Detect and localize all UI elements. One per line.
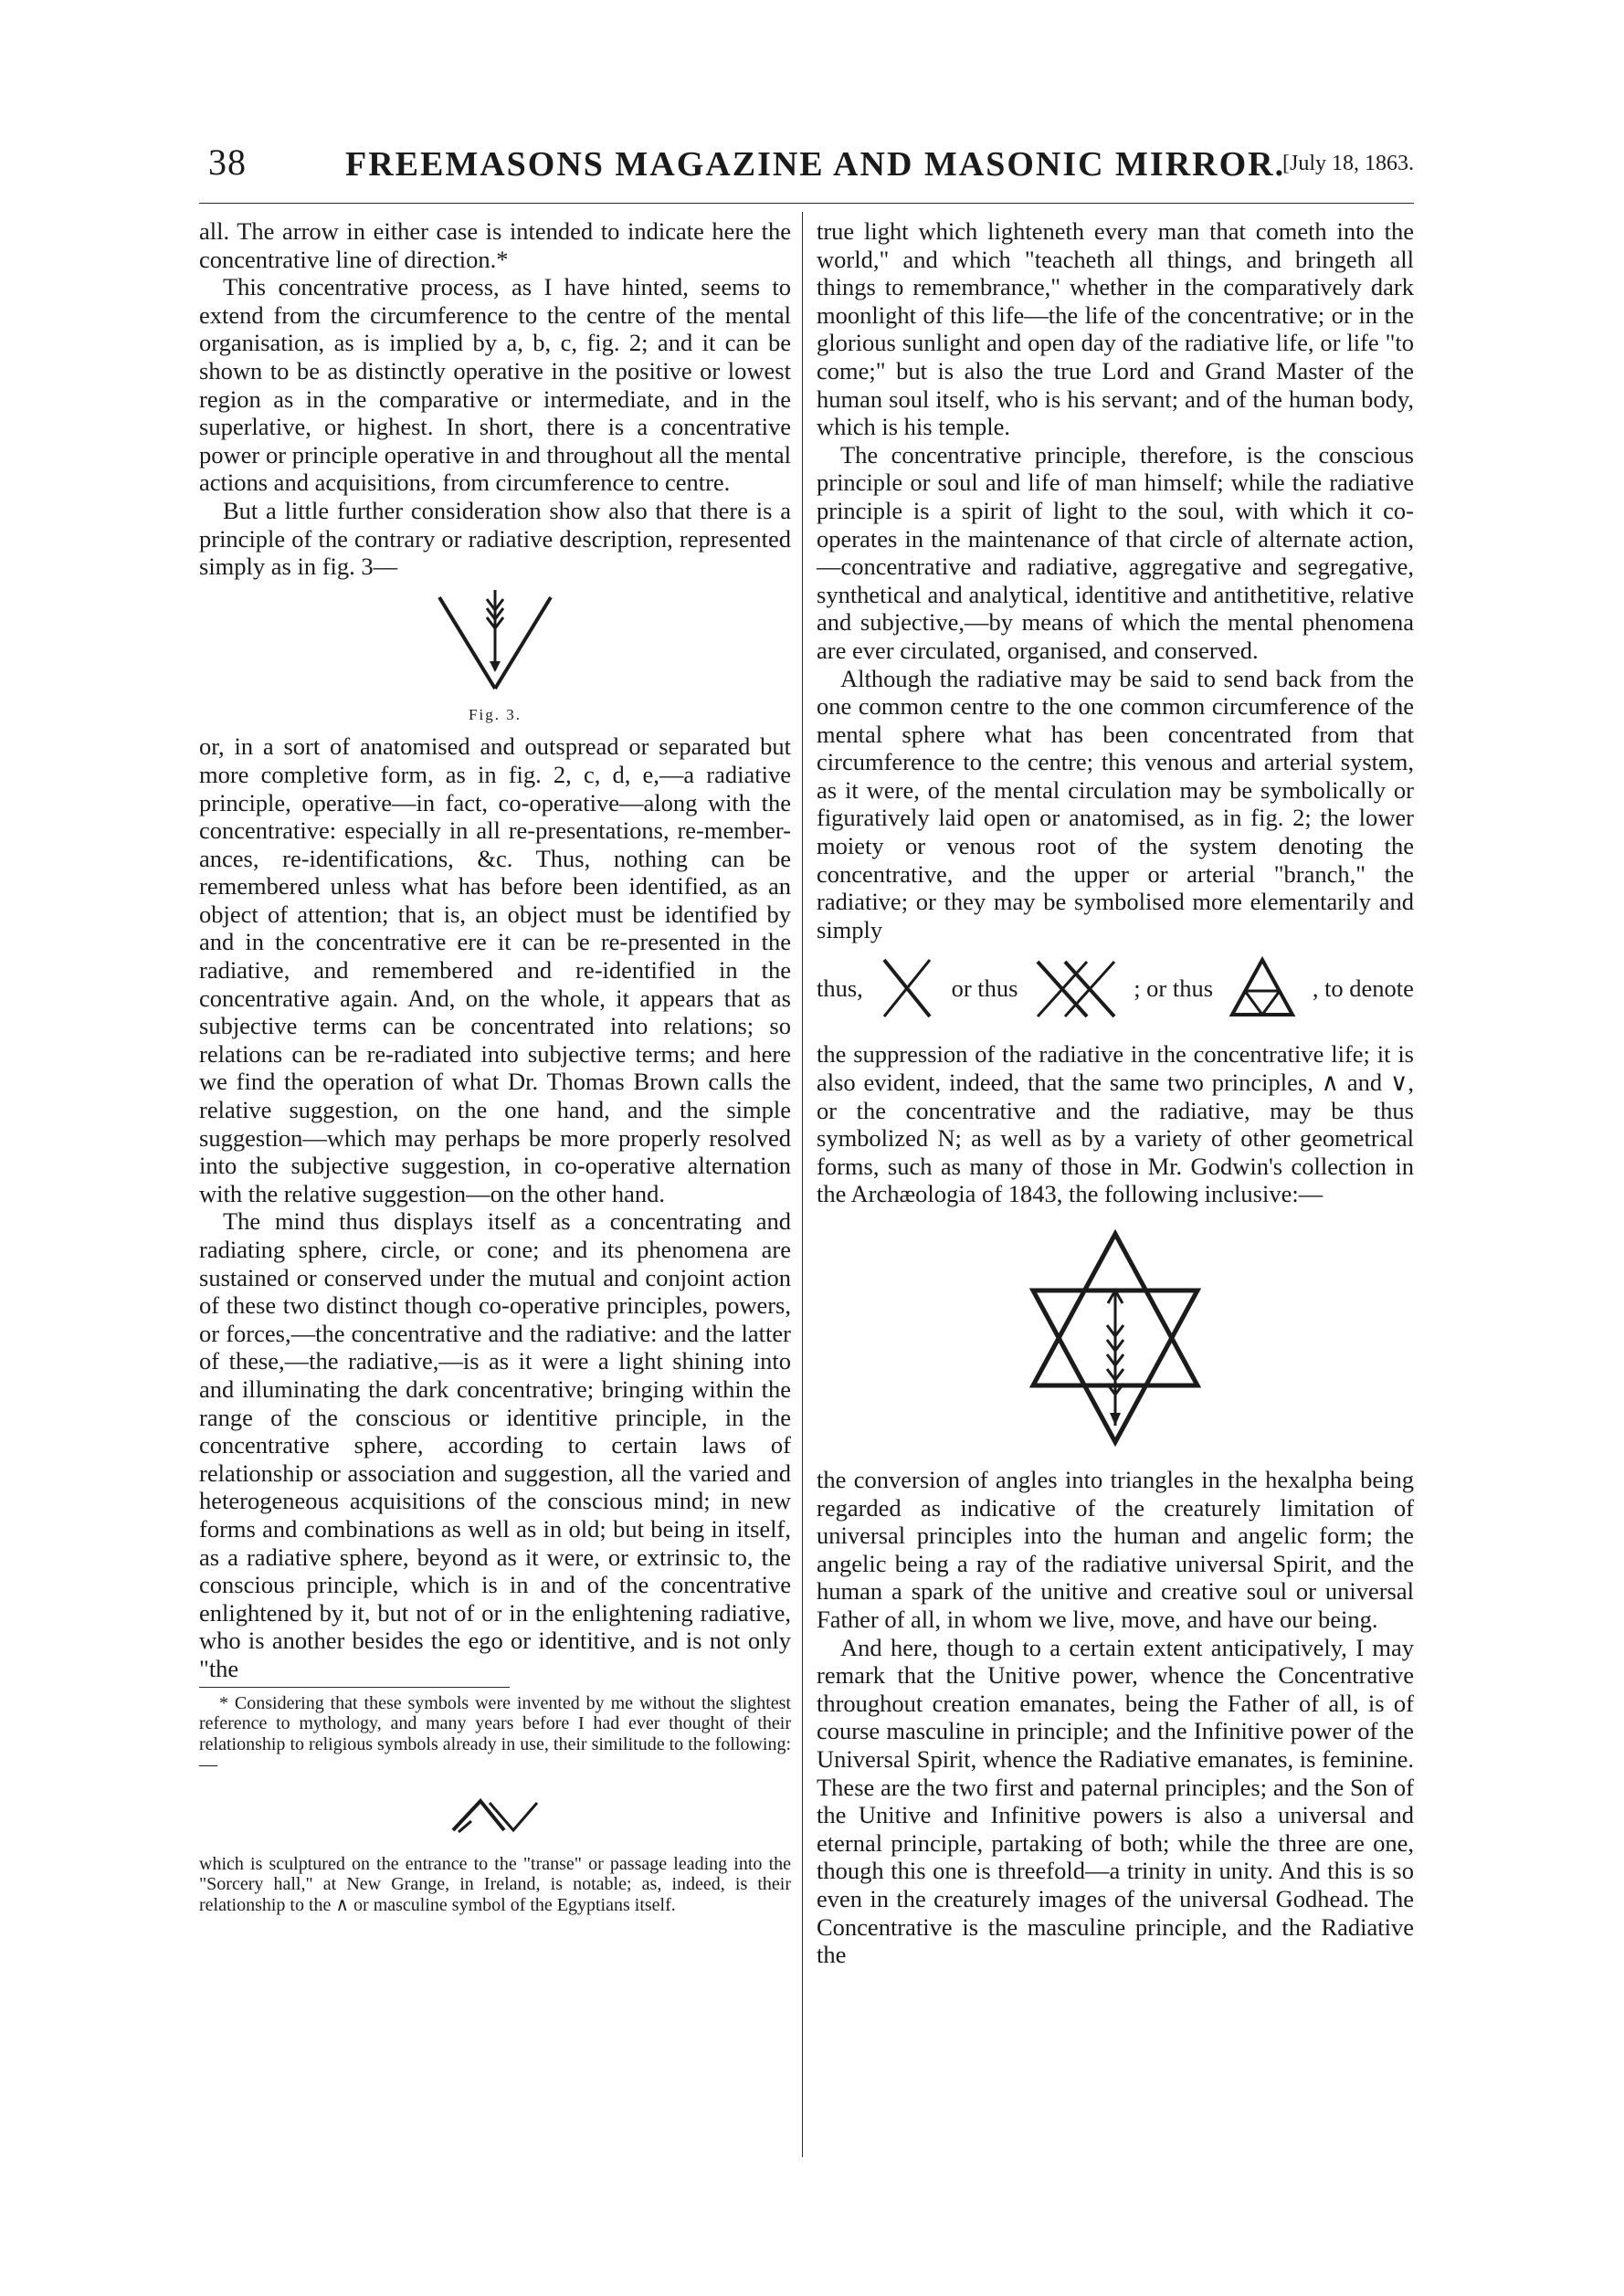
symbol-line-or-thus-1: or thus: [951, 974, 1018, 1003]
symbol-line-to-denote: , to denote: [1312, 974, 1414, 1003]
new-grange-symbol: [440, 1775, 550, 1854]
double-x-symbol: [1032, 954, 1120, 1022]
left-paragraph-2: This concentrative process, as I have hinted, seems to extend from the circumference to the centre of the mental organisation, as is implied by a, b, c, fig. 2; and it can be shown to be as distinctly operative in the positive or lowest region as in the comparative or intermediate, and in the superlative, or highest. In short, there is a concentrative power or principle operative in and throughout all the mental actions and acquisitions, from circumference to centre.: [199, 273, 791, 497]
fig3-radiative-symbol: [427, 581, 564, 700]
left-paragraph-3: But a little further consideration show also that there is a principle of the contrary or radiative description, represented simply as in fig. 3—: [199, 496, 791, 581]
right-paragraph-1: true light which lighteneth every man that cometh into the world," and which "teacheth all things, and bringeth all things to remembrance," whether in the comparatively dark moonlight of this life—the life of the concentrative; or in the glorious sunlight and open day of the radiative life, or life "to come;" but is also the true Lord and Grand Master of the human soul itself, who is his servant; and of the human body, which is his temple.: [817, 217, 1414, 441]
fig3-caption: Fig. 3.: [469, 705, 522, 723]
issue-date: [July 18, 1863.: [1282, 152, 1414, 175]
x-symbol: [877, 954, 937, 1022]
triangle-arrow-symbol: [1227, 954, 1298, 1022]
left-paragraph-5: The mind thus displays itself as a concentrating and radiating sphere, circle, or cone; and its phenomena are sustained or conserved under the mutual and conjoint action of these two distinct though co-operative principles, powers, or forces,—the concentrative and the radiative: and the latter of these,—the radiative,—is as it were a light shining into and illuminating the dark concentrative; bringing within the range of the conscious or identitive principle, in the concentrative sphere, according to certain laws of relationship or association and suggestion, all the varied and heterogeneous acquisitions of the conscious mind; in new forms and combinations as well as in old; but being in itself, as a radiative sphere, beyond as it were, or extrinsic to, the conscious principle, which is in and of the concentrative enlightened by it, but not of or in the enlightening radiative, who is another besides the ego or identitive, and is not only "the: [199, 1207, 791, 1682]
footnote-text-2: which is sculptured on the entrance to the "transe" or passage leading into the "Sorcery hall," at New Grange, in Ireland, is notable; as, indeed, is their relationship to the ∧ or masculine symbol of the Egyptians itself.: [199, 1853, 791, 1916]
page-number: 38: [208, 142, 247, 183]
column-rule: [802, 212, 803, 2157]
right-paragraph-3: Although the radiative may be said to send back from the one common centre to the one common circumference of the mental sphere what has been concentrated from that circumference to the centre; this venous and arterial system, as it were, of the mental circulation may be symbolically or figuratively laid open or anatomised, as in fig. 2; the lower moiety or venous root of the system denoting the concentrative, and the upper or arterial "branch," the radiative; or they may be symbolised more elementarily and simply: [817, 664, 1414, 943]
footnote-text-1: * Considering that these symbols were invented by me without the slightest reference to mythology, and many years before I had ever thought of their relationship to religious symbols already in use, their similitude to the following:—: [199, 1692, 791, 1775]
right-column: [817, 217, 1414, 1969]
footnote: [199, 1693, 791, 1916]
left-paragraph-1: all. The arrow in either case is intended to indicate here the concentrative line of direction.*: [199, 217, 791, 273]
right-paragraph-6: And here, though to a certain extent anticipatively, I may remark that the Unitive power, whence the Concentrative throughout creation emanates, being the Father of all, is of course masculine in principle; and the Infinitive power of the Universal Spirit, whence the Radiative emanates, is feminine. These are the two first and paternal principles; and the Son of the Unitive and Infinitive powers is also a universal and eternal principle, partaking of both; while the three are one, though this one is threefold—a trinity in unity. And this is so even in the creaturely images of the universal Godhead. The Concentrative is the masculine principle, and the Radiative the: [817, 1633, 1414, 1969]
header-rule: [199, 203, 1414, 204]
footnote-rule: [199, 1687, 510, 1688]
left-paragraph-4: or, in a sort of anatomised and outspread or separated but more completive form, as in fig. 2, c, d, e,—a radiative principle, operative—in fact, co-operative—along with the concentrative: especially in all re-presentations, re-member-ances, re-identifications, &c. Thus, nothing can be remembered unless what has before been identified, as an object of attention; that is, an object must be identified by and in the concentrative ere it can be re-presented in the radiative, and remembered and re-identified in the concentrative again. And, on the whole, it appears that as subjective terms can be concentrated into relations; so relations can be re-radiated into subjective terms; and here we find the operation of what Dr. Thomas Brown calls the relative suggestion, on the one hand, and the simple suggestion—which may perhaps be more properly resolved into the subjective suggestion, in co-operative alternation with the relative suggestion—on the other hand.: [199, 732, 791, 1207]
symbol-line-thus: thus,: [817, 974, 863, 1003]
right-paragraph-4: the suppression of the radiative in the concentrative life; it is also evident, indeed, that the same two principles, ∧ and ∨, or the concentrative and the radiative, may be thus symbolized N; as well as by a variety of other geometrical forms, such as many of those in Mr. Godwin's collection in the Archæologia of 1843, the following inclusive:—: [817, 1040, 1414, 1208]
hexalpha-symbol: [1010, 1225, 1220, 1453]
symbol-line: [817, 949, 1414, 1027]
right-paragraph-5: the conversion of angles into triangles in the hexalpha being regarded as indicative of the creaturely limitation of universal principles into the human and angelic form; the angelic being a ray of the radiative universal Spirit, and the human a spark of the unitive and creative soul or universal Father of all, in whom we live, move, and have our being.: [817, 1466, 1414, 1633]
right-paragraph-2: The concentrative principle, therefore, is the conscious principle or soul and life of man himself; while the radiative principle is a spirit of light to the soul, with which it co-operates in the maintenance of that circle of alternate action,—concentrative and radiative, aggregative and segregative, synthetical and analytical, identitive and antithetitive, relative and subjective,—by means of which the mental phenomena are ever circulated, organised, and conserved.: [817, 440, 1414, 664]
masthead-title: FREEMASONS MAGAZINE AND MASONIC MIRROR.: [345, 145, 1286, 184]
page-header: [199, 141, 1414, 195]
left-column: [199, 217, 791, 1916]
symbol-line-or-thus-2: ; or thus: [1134, 974, 1214, 1003]
